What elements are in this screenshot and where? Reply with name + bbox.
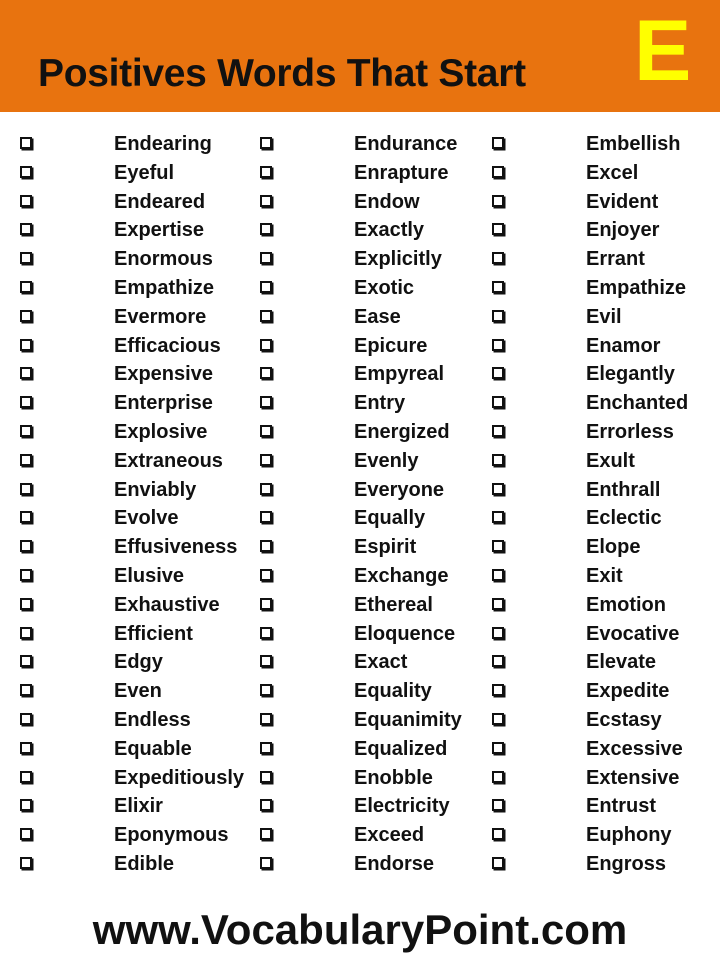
word-label: Equanimity xyxy=(354,708,462,731)
word-label: Exult xyxy=(586,449,635,472)
word-label: Errant xyxy=(586,248,645,271)
checkbox-icon[interactable] xyxy=(492,857,504,869)
word-label: Equally xyxy=(354,507,426,530)
checkbox-icon[interactable] xyxy=(20,598,32,610)
word-label: Extraneous xyxy=(114,449,223,472)
checkbox-icon[interactable] xyxy=(492,598,504,610)
checkbox-icon[interactable] xyxy=(492,281,504,293)
word-label: Errorless xyxy=(586,420,674,443)
checkbox-icon[interactable] xyxy=(492,799,504,811)
word-label: Elope xyxy=(586,536,641,559)
word-label: Efficient xyxy=(114,622,193,645)
checkbox-icon[interactable] xyxy=(492,425,504,437)
word-label: Excessive xyxy=(586,737,683,760)
word-label: Evenly xyxy=(354,449,419,472)
checkbox-icon[interactable] xyxy=(260,483,272,495)
word-label: Ecstasy xyxy=(586,708,662,731)
checkbox-icon[interactable] xyxy=(492,713,504,725)
word-label: Endow xyxy=(354,190,420,213)
word-label: Equality xyxy=(354,680,432,703)
checkbox-icon[interactable] xyxy=(20,367,32,379)
checkbox-icon[interactable] xyxy=(260,569,272,581)
page-title: Positives Words That Start xyxy=(38,52,526,95)
checkbox-icon[interactable] xyxy=(492,252,504,264)
checkbox-icon[interactable] xyxy=(260,655,272,667)
word-label: Expedite xyxy=(586,680,670,703)
word-label: Enviably xyxy=(114,478,197,501)
word-label: Exchange xyxy=(354,564,449,587)
word-label: Enobble xyxy=(354,766,433,789)
word-label: Explosive xyxy=(114,420,208,443)
checkbox-icon[interactable] xyxy=(20,252,32,264)
word-label: Expeditiously xyxy=(114,766,245,789)
word-label: Exit xyxy=(586,564,623,587)
checkbox-icon[interactable] xyxy=(492,367,504,379)
word-label: Epicure xyxy=(354,334,428,357)
word-label: Elixir xyxy=(114,795,163,818)
checkbox-icon[interactable] xyxy=(20,137,32,149)
checkbox-icon[interactable] xyxy=(492,396,504,408)
checkbox-icon[interactable] xyxy=(492,454,504,466)
word-label: Entrust xyxy=(586,795,656,818)
checkbox-icon[interactable] xyxy=(492,339,504,351)
checkbox-icon[interactable] xyxy=(20,166,32,178)
word-label: Even xyxy=(114,680,162,703)
checkbox-icon[interactable] xyxy=(260,195,272,207)
word-label: Endurance xyxy=(354,133,458,155)
word-label: Evermore xyxy=(114,305,207,328)
checkbox-icon[interactable] xyxy=(20,655,32,667)
word-label: Elusive xyxy=(114,564,185,587)
word-label: Exact xyxy=(354,651,408,674)
checkbox-icon[interactable] xyxy=(260,627,272,639)
word-label: Energized xyxy=(354,420,450,443)
word-label: Espirit xyxy=(354,536,417,559)
header-banner xyxy=(0,0,720,112)
checkbox-icon[interactable] xyxy=(260,425,272,437)
checkbox-icon[interactable] xyxy=(260,799,272,811)
checkbox-icon[interactable] xyxy=(20,799,32,811)
word-label: Eyeful xyxy=(114,161,175,184)
checkbox-icon[interactable] xyxy=(20,713,32,725)
word-label: Endless xyxy=(114,708,191,731)
word-label: Empathize xyxy=(114,276,215,299)
word-label: Enterprise xyxy=(114,392,213,415)
checkbox-icon[interactable] xyxy=(20,627,32,639)
word-label: Enamor xyxy=(586,334,661,357)
checkbox-icon[interactable] xyxy=(20,771,32,783)
checkbox-icon[interactable] xyxy=(492,540,504,552)
word-label: Ethereal xyxy=(354,593,433,616)
checkbox-icon[interactable] xyxy=(492,655,504,667)
checkbox-icon[interactable] xyxy=(492,195,504,207)
checkbox-icon[interactable] xyxy=(260,742,272,754)
checkbox-icon[interactable] xyxy=(492,742,504,754)
checkbox-icon[interactable] xyxy=(20,742,32,754)
checkbox-icon[interactable] xyxy=(20,281,32,293)
checkbox-icon[interactable] xyxy=(20,857,32,869)
checkbox-icon[interactable] xyxy=(492,223,504,235)
word-label: Edible xyxy=(114,852,175,875)
word-label: Embellish xyxy=(586,133,681,155)
title-letter: E xyxy=(634,3,692,99)
checkbox-icon[interactable] xyxy=(492,166,504,178)
word-label: Endeared xyxy=(114,190,206,213)
word-label: Equalized xyxy=(354,737,448,760)
checkbox-icon[interactable] xyxy=(260,252,272,264)
checkbox-icon[interactable] xyxy=(20,339,32,351)
checkbox-icon[interactable] xyxy=(260,828,272,840)
checkbox-icon[interactable] xyxy=(492,310,504,322)
checkbox-icon[interactable] xyxy=(20,684,32,696)
website-footer: www.VocabularyPoint.com xyxy=(92,906,628,953)
word-label: Evocative xyxy=(586,622,680,645)
checkbox-icon[interactable] xyxy=(492,684,504,696)
word-label: Endorse xyxy=(354,852,435,875)
word-label: Extensive xyxy=(586,766,680,789)
word-label: Endearing xyxy=(114,133,212,155)
word-label: Empathize xyxy=(586,276,687,299)
checkbox-icon[interactable] xyxy=(20,828,32,840)
checkbox-icon[interactable] xyxy=(260,367,272,379)
word-label: Enjoyer xyxy=(586,219,660,242)
word-label: Equable xyxy=(114,737,192,760)
checkbox-icon[interactable] xyxy=(260,281,272,293)
word-label: Eclectic xyxy=(586,507,662,530)
checkbox-icon[interactable] xyxy=(492,771,504,783)
word-label: Empyreal xyxy=(354,363,445,386)
word-label: Exactly xyxy=(354,219,425,242)
checkbox-icon[interactable] xyxy=(20,195,32,207)
word-label: Exhaustive xyxy=(114,593,220,616)
word-label: Electricity xyxy=(354,795,450,818)
checkbox-icon[interactable] xyxy=(260,771,272,783)
checkbox-icon[interactable] xyxy=(260,713,272,725)
word-label: Expertise xyxy=(114,219,205,242)
checkbox-icon[interactable] xyxy=(260,137,272,149)
checkbox-icon[interactable] xyxy=(492,483,504,495)
checkbox-icon[interactable] xyxy=(260,684,272,696)
word-label: Eloquence xyxy=(354,622,456,645)
word-label: Effusiveness xyxy=(114,536,238,559)
checkbox-icon[interactable] xyxy=(20,483,32,495)
checkbox-icon[interactable] xyxy=(20,540,32,552)
word-label: Engross xyxy=(586,852,667,875)
word-label: Exceed xyxy=(354,824,425,847)
word-label: Explicitly xyxy=(354,248,442,271)
checkbox-icon[interactable] xyxy=(260,396,272,408)
checkbox-icon[interactable] xyxy=(492,828,504,840)
word-label: Evil xyxy=(586,305,622,328)
checkbox-icon[interactable] xyxy=(20,511,32,523)
word-label: Efficacious xyxy=(114,334,221,357)
checkbox-icon[interactable] xyxy=(492,569,504,581)
checkbox-icon[interactable] xyxy=(492,627,504,639)
word-label: Ease xyxy=(354,305,401,328)
checkbox-icon[interactable] xyxy=(260,339,272,351)
word-label: Evolve xyxy=(114,507,179,530)
checkbox-icon[interactable] xyxy=(20,223,32,235)
word-label: Enrapture xyxy=(354,161,449,184)
checkbox-icon[interactable] xyxy=(260,511,272,523)
word-label: Expensive xyxy=(114,363,213,386)
word-label: Everyone xyxy=(354,478,445,501)
checkbox-icon[interactable] xyxy=(260,166,272,178)
checkbox-icon[interactable] xyxy=(260,540,272,552)
checkbox-icon[interactable] xyxy=(20,310,32,322)
word-label: Euphony xyxy=(586,824,672,847)
checkbox-icon[interactable] xyxy=(20,454,32,466)
checkbox-icon[interactable] xyxy=(20,425,32,437)
word-label: Edgy xyxy=(114,651,163,674)
checkbox-icon[interactable] xyxy=(260,598,272,610)
word-label: Enchanted xyxy=(586,392,689,415)
word-label: Enormous xyxy=(114,248,213,271)
word-label: Elegantly xyxy=(586,363,675,386)
word-label: Exotic xyxy=(354,276,415,299)
checkbox-icon[interactable] xyxy=(260,310,272,322)
word-label: Evident xyxy=(586,190,659,213)
word-label: Emotion xyxy=(586,593,666,616)
word-label: Entry xyxy=(354,392,406,415)
word-label: Enthrall xyxy=(586,478,661,501)
checkbox-icon[interactable] xyxy=(492,137,504,149)
checkbox-icon[interactable] xyxy=(492,511,504,523)
word-label: Eponymous xyxy=(114,824,229,847)
checkbox-icon[interactable] xyxy=(260,857,272,869)
checkbox-icon[interactable] xyxy=(20,569,32,581)
word-label: Elevate xyxy=(586,651,657,674)
word-label: Excel xyxy=(586,161,639,184)
checkbox-icon[interactable] xyxy=(260,454,272,466)
checkbox-icon[interactable] xyxy=(260,223,272,235)
checkbox-icon[interactable] xyxy=(20,396,32,408)
